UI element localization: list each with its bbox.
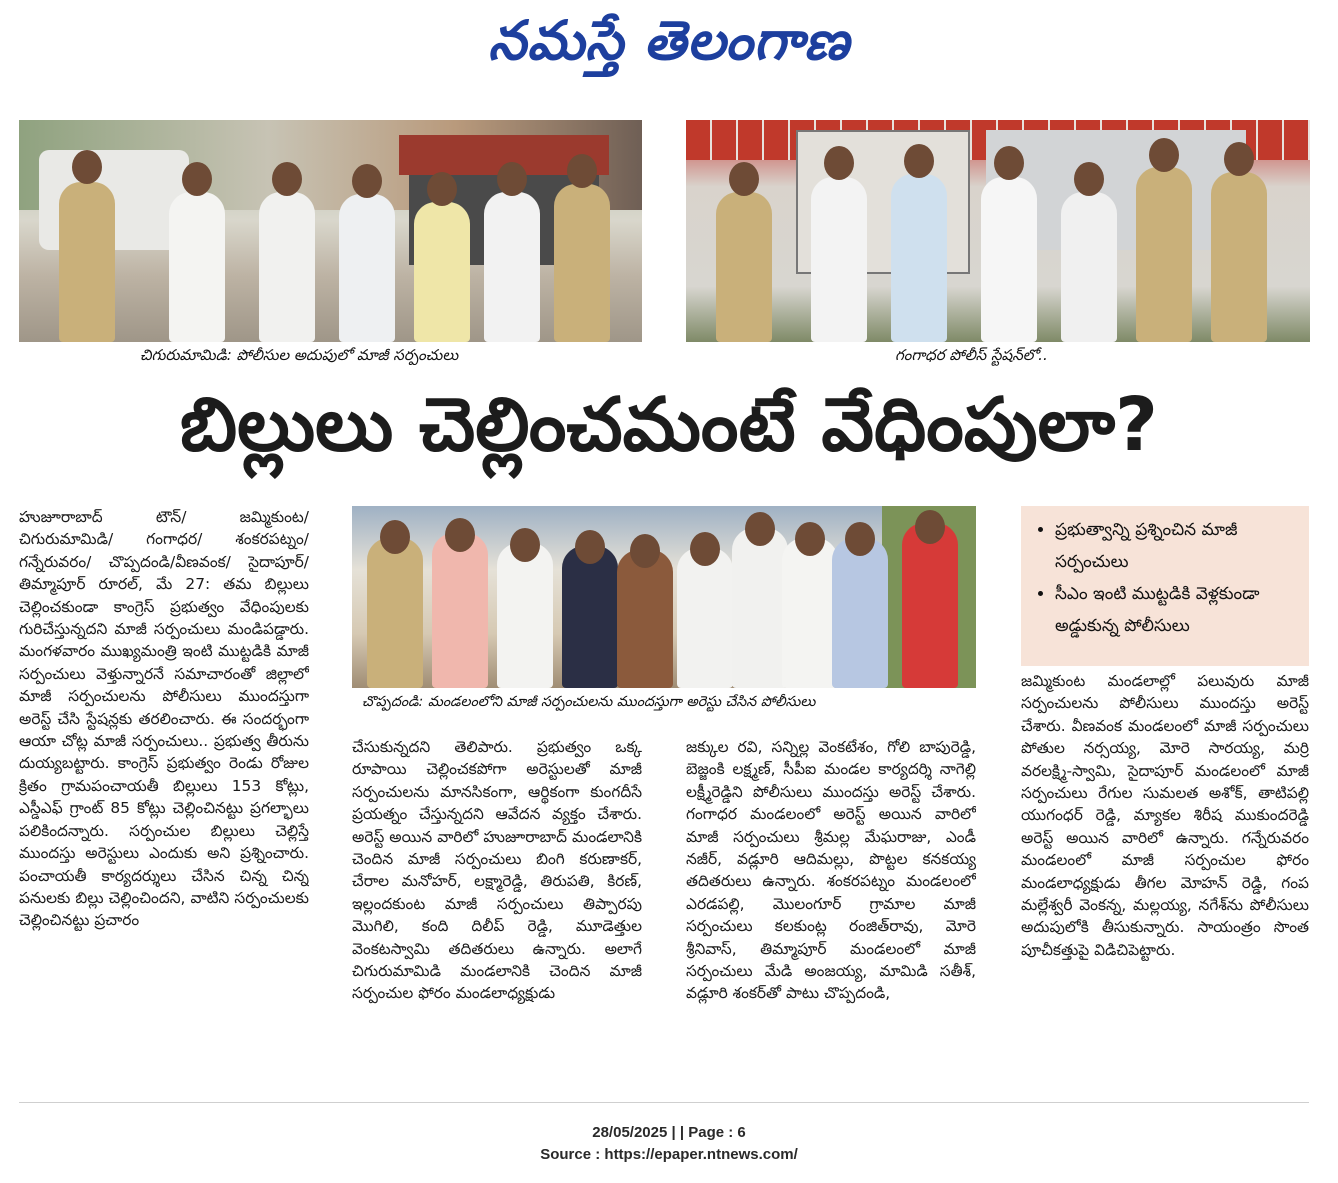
- article-text: చేసుకున్నదని తెలిపారు. ప్రభుత్వం ఒక్క రూపాయి చెల్లించకపోగా అరెస్టులతో మాజీ సర్పంచులను మానసికంగా, ఆర్థికంగా కుంగదీసే ప్రయత్నం చేస్తున్నదని ఆవేదన వ్యక్తం చేశారు. అరెస్ట్ అయిన వారిలో హుజూరాబాద్ మండలానికి చెందిన మాజీ సర్పంచులు బింగి కరుణాకర్, చేరాల మనోహర్, లక్ష్మారెడ్డి, తిరుపతి, కిరణ్, ఇల్లందకుంట మాజీ సర్పంచులు తిప్పారపు మొగిలి, కంది దిలీప్ రెడ్డి, మూడెత్తుల వెంకటస్వామి తదితరులు ఉన్నారు. అలాగే చిగురుమామిడి మండలానికి చెందిన మాజీ సర్పంచుల ఫోరం మండలాధ్యక్షుడు: [352, 738, 642, 1003]
- article-text: హుజూరాబాద్ టౌన్/ జమ్మికుంట/ చిగురుమామిడి/ గంగాధర/ శంకరపట్నం/ గన్నేరువరం/ చొప్పదండి/వీణవంక/ సైదాపూర్/ తిమ్మాపూర్ రూరల్, మే 27: తమ బిల్లులు చెల్లించకుండా కాంగ్రెస్ ప్రభుత్వం వేధింపులకు గురిచేస్తున్నదని మాజీ సర్పంచులు మండిపడ్డారు. మంగళవారం ముఖ్యమంత్రి ఇంటి ముట్టడికి మాజీ సర్పంచులు వెళ్తున్నారనే సమాచారంతో జిల్లాలో మాజీ సర్పంచులను పోలీసులు ముందస్తుగా అరెస్ట్ చేసి స్టేషన్లకు తరలించారు. ఈ సందర్భంగా ఆయా చోట్ల మాజీ సర్పంచులు.. ప్రభుత్వ తీరును దుయ్యబట్టారు. కాంగ్రెస్ ప్రభుత్వం రెండు రోజుల క్రితం గ్రామపంచాయతీ బిల్లులు 153 కోట్లు, ఎస్డీఎఫ్ గ్రాంట్ 85 కోట్లు చెల్లించినట్టు ప్రగల్భాలు పలికిందన్నారు. సర్పంచుల బిల్లులు చెల్లిస్తే ముందస్తు అరెస్టులు ఎందుకు అని ప్రశ్నించారు. పంచాయతీ కార్యదర్శులు చేసిన చిన్న చిన్న పనులకు బిల్లు చెల్లించిందని, వాటిని సర్పంచులకు చెల్లించినట్టు ప్రచారం: [19, 508, 309, 930]
- article-column-4: [1021, 670, 1309, 1016]
- article-text: జమ్మికుంట మండలాల్లో పలువురు మాజీ సర్పంచులను పోలీసులు ముందస్తు అరెస్ట్ చేశారు. వీణవంక మండలంలో మాజీ సర్పంచులు పోతుల నర్సయ్య, మోరె సారయ్య, మర్రి వరలక్ష్మి-స్వామి, సైదాపూర్ మండలంలో మాజీ సర్పంచులు రేగుల సుమలత అశోక్, తాటిపల్లి యుగంధర్ రెడ్డి, మ్యాకల శిరీష ముకుందరెడ్డి అరెస్ట్ అయిన వారిలో ఉన్నారు. గన్నేరువరం మండలంలో మాజీ సర్పంచుల ఫోరం మండలాధ్యక్షుడు తీగల మోహన్ రెడ్డి, గంప మల్లేశ్వరీ వెంకన్న, మల్లయ్య, నగేశ్‌ను పోలీసులు అదుపులోకి తీసుకున్నారు. సాయంత్రం సొంత పూచీకత్తుపై విడిచిపెట్టారు.: [1021, 672, 1309, 959]
- photo-caption-right: గంగాధర పోలీస్ స్టేషన్‌లో..: [895, 346, 1048, 364]
- photo-caption-left: చిగురుమామిడి: పోలీసుల అదుపులో మాజీ సర్పంచులు: [140, 346, 459, 364]
- article-column-2: [352, 736, 642, 1016]
- footer-source: Source : https://epaper.ntnews.com/: [540, 1146, 798, 1163]
- highlight-item: • సీఎం ఇంటి ముట్టడికి వెళ్లకుండా అడ్డుకున్న పోలీసులు: [1055, 578, 1299, 642]
- bottom-divider: [19, 1102, 1309, 1103]
- article-text: జక్కుల రవి, సన్నిల్ల వెంకటేశం, గోలి బాపురెడ్డి, బెజ్జంకి లక్ష్మణ్, సీపీఐ మండల కార్యదర్శి నాగెల్లి లక్ష్మీరెడ్డిని పోలీసులు ముందస్తు అరెస్ట్ చేశారు. గంగాధర మండలంలో అరెస్ట్ అయిన వారిలో మాజీ సర్పంచులు శ్రీమల్ల మేఘరాజు, ఎండీ నజీర్, వడ్లూరి ఆదిమల్లు, పొట్టల కనకయ్య తదితరులు ఉన్నారు. శంకరపట్నం మండలంలో ఎరడపల్లి, మొలంగూర్ గ్రామాల మాజీ సర్పంచులు కలకుంట్ల రంజిత్‌రావు, మోరె శ్రీనివాస్, తిమ్మాపూర్ మండలంలో మాజీ సర్పంచులు మేడి అంజయ్య, మామిడి సతీశ్, వడ్లూరి శంకర్‌తో పాటు చొప్పదండి,: [686, 738, 976, 1003]
- photo-caption-center: చొప్పదండి: మండలంలోని మాజీ సర్పంచులను ముందస్తుగా అరెస్టు చేసిన పోలీసులు: [362, 694, 816, 710]
- newspaper-masthead: నమస్తే తెలంగాణ: [488, 8, 850, 72]
- photo-choppadandi: [352, 506, 976, 688]
- highlight-box: [1021, 506, 1309, 666]
- photo-chigurumamidi: [19, 120, 642, 342]
- article-column-3: [686, 736, 976, 1016]
- photo-gangadhara: [686, 120, 1310, 342]
- headline: బిల్లులు చెల్లించమంటే వేధింపులా?: [180, 382, 1158, 468]
- article-column-1: [19, 506, 309, 1016]
- footer-date-page: 28/05/2025 | | Page : 6: [592, 1124, 746, 1141]
- highlight-item: • ప్రభుత్వాన్ని ప్రశ్నించిన మాజీ సర్పంచులు: [1055, 514, 1299, 578]
